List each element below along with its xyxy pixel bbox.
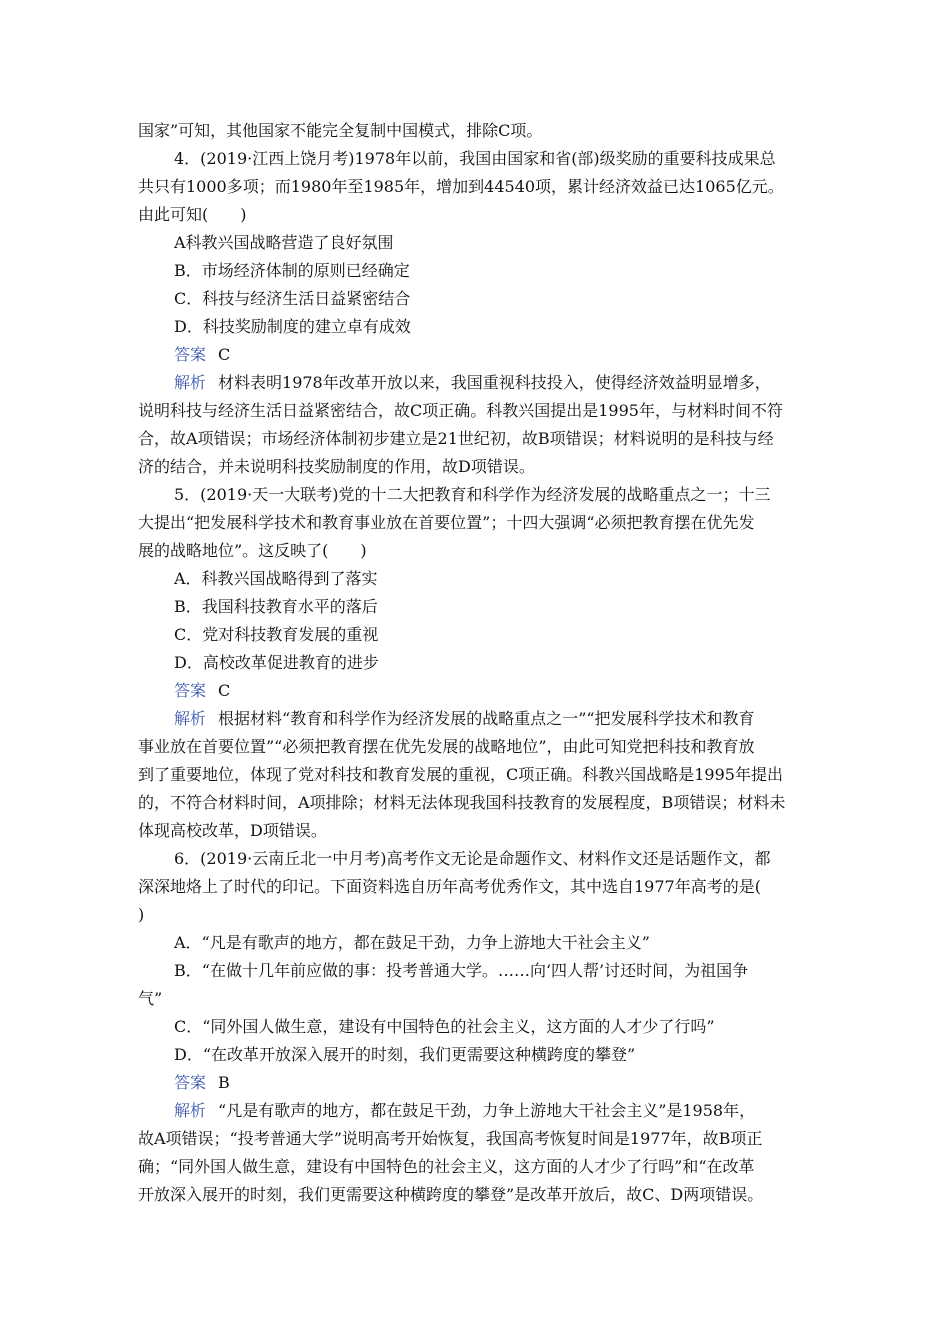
option-c: C．“同外国人做生意，建设有中国特色的社会主义，这方面的人才少了行吗”: [174, 1017, 715, 1036]
text-line: ): [138, 905, 145, 924]
option-c: C．党对科技教育发展的重视: [174, 625, 379, 644]
text-line: 的，不符合材料时间，A项排除；材料无法体现我国科技教育的发展程度，B项错误；材料未: [138, 793, 786, 812]
text-line: 确；“同外国人做生意，建设有中国特色的社会主义，这方面的人才少了行吗”和“在改革: [138, 1157, 755, 1176]
text-line: 国家”可知，其他国家不能完全复制中国模式，排除C项。: [138, 121, 543, 140]
text-line: 共只有1000多项；而1980年至1985年，增加到44540项，累计经济效益已达1065亿元。: [138, 177, 784, 196]
text-line: 事业放在首要位置”“必须把教育摆在优先发展的战略地位”，由此可知党把科技和教育放: [138, 737, 755, 756]
text-line: 合，故A项错误；市场经济体制初步建立是21世纪初，故B项错误；材料说明的是科技与经: [138, 429, 774, 448]
option-a: A．“凡是有歌声的地方，都在鼓足干劲，力争上游地大干社会主义”: [174, 933, 650, 952]
text-line: 深深地烙上了时代的印记。下面资料选自历年高考优秀作文，其中选自1977年高考的是(: [138, 877, 761, 896]
analysis-label: 解析: [174, 373, 207, 392]
analysis-label: 解析: [174, 709, 207, 728]
text-line: 说明科技与经济生活日益紧密结合，故C项正确。科教兴国提出是1995年，与材料时间不符: [138, 401, 783, 420]
answer-line: [174, 1069, 816, 1097]
option-a: A．科教兴国战略得到了落实: [174, 569, 378, 588]
answer-line: [174, 677, 816, 705]
text-line: 由此可知( ): [138, 205, 247, 224]
option-c: C．科技与经济生活日益紧密结合: [174, 289, 411, 308]
text-line: 体现高校改革，D项错误。: [138, 821, 327, 840]
text-line: 到了重要地位，体现了党对科技和教育发展的重视，C项正确。科教兴国战略是1995年提出: [138, 765, 783, 784]
question-5-stem: 5．(2019·天一大联考)党的十二大把教育和科学作为经济发展的战略重点之一；十三: [174, 485, 771, 504]
text-line: 大提出“把发展科学技术和教育事业放在首要位置”；十四大强调“必须把教育摆在优先发: [138, 513, 755, 532]
question-4-stem: 4．(2019·江西上饶月考)1978年以前，我国由国家和省(部)级奖励的重要科技成果总: [174, 149, 776, 168]
analysis-text: “凡是有歌声的地方，都在鼓足干劲，力争上游地大干社会主义”是1958年，: [218, 1101, 756, 1120]
text-line: 故A项错误；“投考普通大学”说明高考开始恢复，我国高考恢复时间是1977年，故B项正: [138, 1129, 763, 1148]
text-line: 展的战略地位”。这反映了( ): [138, 541, 367, 560]
answer-label: 答案: [174, 345, 207, 364]
option-d: D．“在改革开放深入展开的时刻，我们更需要这种横跨度的攀登”: [174, 1045, 636, 1064]
answer-label: 答案: [174, 681, 207, 700]
answer-line: [174, 341, 816, 369]
analysis-label: 解析: [174, 1101, 207, 1120]
question-6-stem: 6．(2019·云南丘北一中月考)高考作文无论是命题作文、材料作文还是话题作文，都: [174, 849, 771, 868]
option-a: A科教兴国战略营造了良好氛围: [174, 233, 394, 252]
text-line: 济的结合，并未说明科技奖励制度的作用，故D项错误。: [138, 457, 535, 476]
answer-value: B: [218, 1073, 230, 1092]
text-line: 气”: [138, 989, 163, 1008]
answer-label: 答案: [174, 1073, 207, 1092]
option-b: B．我国科技教育水平的落后: [174, 597, 378, 616]
option-d: D．科技奖励制度的建立卓有成效: [174, 317, 411, 336]
analysis-line: [174, 1097, 816, 1125]
text-line: 开放深入展开的时刻，我们更需要这种横跨度的攀登”是改革开放后，故C、D两项错误。: [138, 1185, 764, 1204]
option-b: B．市场经济体制的原则已经确定: [174, 261, 410, 280]
answer-value: C: [218, 681, 231, 700]
analysis-line: [174, 705, 816, 733]
analysis-text: 材料表明1978年改革开放以来，我国重视科技投入，使得经济效益明显增多，: [218, 373, 771, 392]
option-d: D．高校改革促进教育的进步: [174, 653, 379, 672]
analysis-text: 根据材料“教育和科学作为经济发展的战略重点之一”“把发展科学技术和教育: [218, 709, 755, 728]
answer-value: C: [218, 345, 231, 364]
option-b: B．“在做十几年前应做的事：投考普通大学。……向‘四人帮’讨还时间，为祖国争: [174, 961, 749, 980]
analysis-line: [174, 369, 816, 397]
